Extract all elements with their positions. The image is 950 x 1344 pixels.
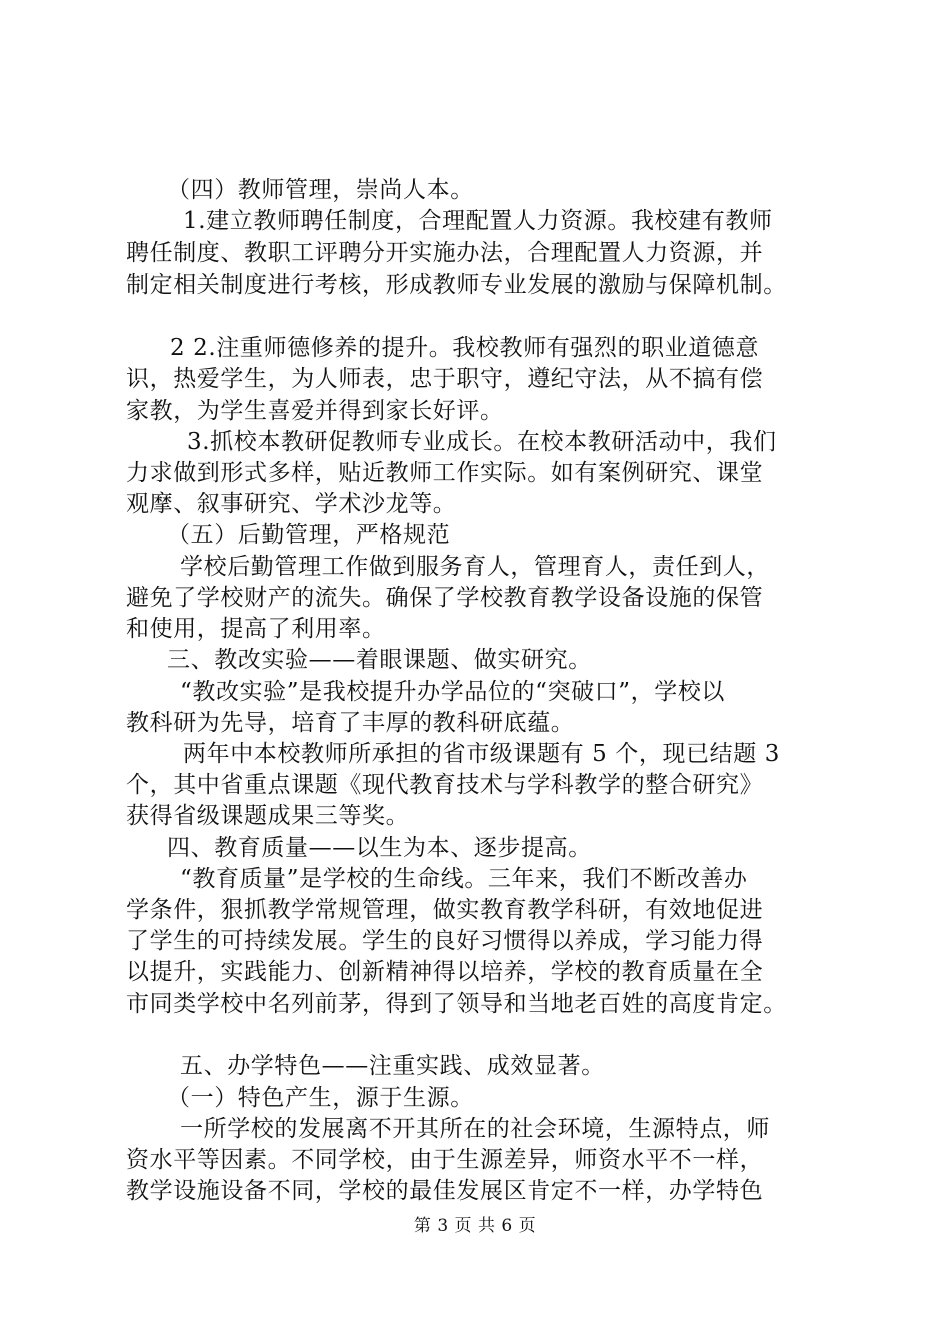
text-line: （五）后勤管理，严格规范 xyxy=(167,522,451,548)
text-line: 观摩、叙事研究、学术沙龙等。 xyxy=(126,491,457,517)
text-line: 五、办学特色——注重实践、成效显著。 xyxy=(180,1053,605,1079)
text-line: 避免了学校财产的流失。确保了学校教育教学设备设施的保管 xyxy=(126,585,764,611)
text-line: 获得省级课题成果三等奖。 xyxy=(126,803,410,829)
text-line: 1.建立教师聘任制度，合理配置人力资源。我校建有教师 xyxy=(183,208,773,234)
text-line: 学校后勤管理工作做到服务育人，管理育人，责任到人， xyxy=(180,554,770,580)
text-line: 聘任制度、教职工评聘分开实施办法，合理配置人力资源，并 xyxy=(126,240,764,266)
text-line: 和使用，提高了利用率。 xyxy=(126,616,386,642)
text-line: 以提升，实践能力、创新精神得以培养，学校的教育质量在全 xyxy=(126,959,764,985)
text-line: （一）特色产生，源于生源。 xyxy=(167,1085,474,1111)
text-line: 一所学校的发展离不开其所在的社会环境，生源特点，师 xyxy=(180,1116,770,1142)
text-line: 了学生的可持续发展。学生的良好习惯得以养成，学习能力得 xyxy=(126,928,764,954)
text-line: “教改实验”是我校提升办学品位的“突破口”，学校以 xyxy=(180,679,726,705)
text-line: 2 2.注重师德修养的提升。我校教师有强烈的职业道德意 xyxy=(170,335,760,361)
text-line: 家教，为学生喜爱并得到家长好评。 xyxy=(126,398,504,424)
text-line: （四）教师管理，崇尚人本。 xyxy=(167,177,474,203)
text-line: 制定相关制度进行考核，形成教师专业发展的激励与保障机制。 xyxy=(126,272,787,298)
text-line: 教学设施设备不同，学校的最佳发展区肯定不一样，办学特色 xyxy=(126,1178,764,1204)
text-line: 两年中本校教师所承担的省市级课题有 5 个，现已结题 3 xyxy=(183,741,780,767)
text-line: 市同类学校中名列前茅，得到了领导和当地老百姓的高度肯定。 xyxy=(126,991,787,1017)
text-line: 识，热爱学生，为人师表，忠于职守，遵纪守法，从不搞有偿 xyxy=(126,366,764,392)
text-line: 三、教改实验——着眼课题、做实研究。 xyxy=(167,647,592,673)
text-line: 力求做到形式多样，贴近教师工作实际。如有案例研究、课堂 xyxy=(126,460,764,486)
text-line: 个，其中省重点课题《现代教育技术与学科教学的整合研究》 xyxy=(126,772,764,798)
text-line: “教育质量”是学校的生命线。三年来，我们不断改善办 xyxy=(180,866,748,892)
page-footer: 第 3 页 共 6 页 xyxy=(413,1216,537,1236)
text-line: 教科研为先导，培育了丰厚的教科研底蕴。 xyxy=(126,710,575,736)
text-line: 资水平等因素。不同学校，由于生源差异，师资水平不一样， xyxy=(126,1147,764,1173)
text-line: 四、教育质量——以生为本、逐步提高。 xyxy=(167,835,592,861)
text-line: 3.抓校本教研促教师专业成长。在校本教研活动中，我们 xyxy=(187,429,777,455)
text-line: 学条件，狠抓教学常规管理，做实教育教学科研，有效地促进 xyxy=(126,897,764,923)
